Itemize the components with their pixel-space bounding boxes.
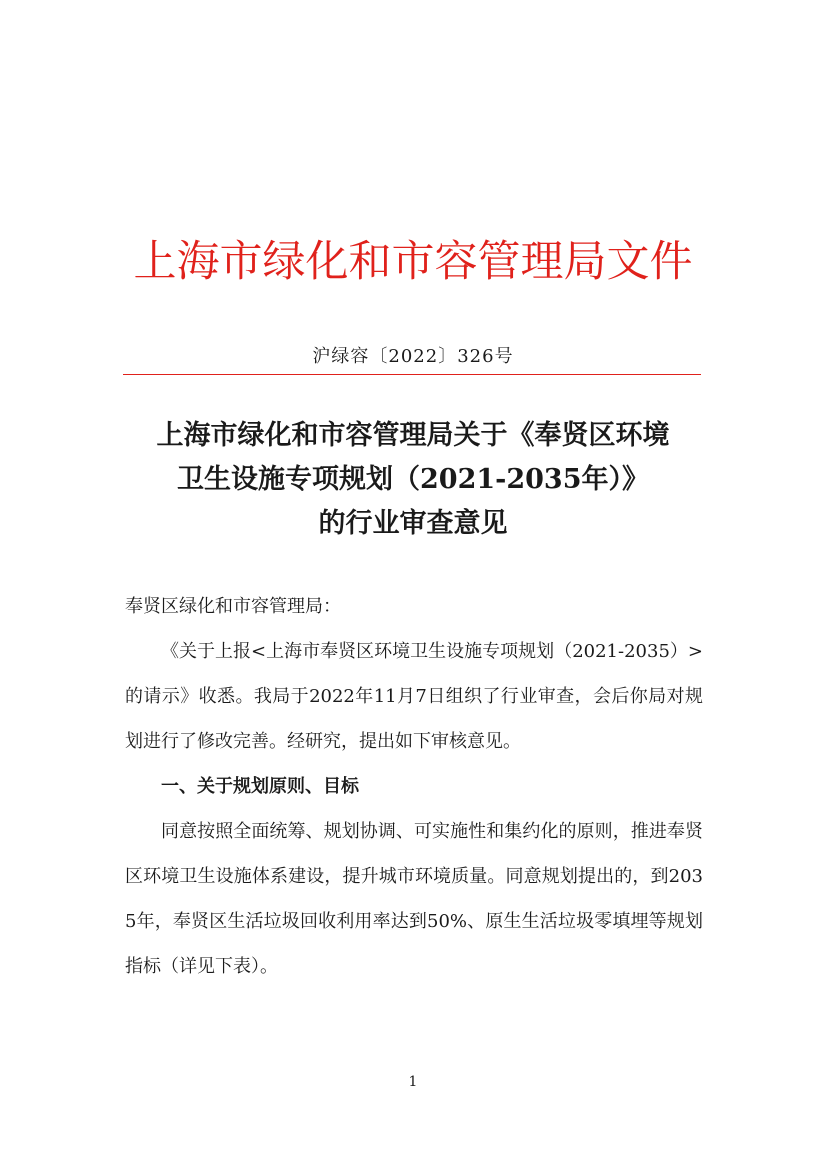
title-line-3: 的行业审查意见 [318,508,508,539]
body-paragraph-2: 同意按照全面统筹、规划协调、可实施性和集约化的原则，推进奉贤区环境卫生设施体系建设，提升城市环境质量。同意规划提出的，到2035年，奉贤区生活垃圾回收利用率达到50%、原生生活垃圾零填埋等规划指标（详见下表）。 [125,821,703,977]
section-heading-1: 一、关于规划原则、目标 [161,776,359,797]
issuer-heading: 上海市绿化和市容管理局文件 [133,237,693,287]
addressee: 奉贤区绿化和市容管理局： [125,596,341,617]
document-body [125,584,703,989]
page-number: 1 [408,1074,418,1090]
body-paragraph-1: 《关于上报<上海市奉贤区环境卫生设施专项规划（2021-2035）>的请示》收悉。我局于2022年11月7日组织了行业审查，会后你局对规划进行了修改完善。经研究，提出如下审核意见。 [125,641,703,752]
document-number: 沪绿容〔2022〕326号 [312,346,514,367]
document-title [100,414,726,546]
title-line-1: 上海市绿化和市容管理局关于《奉贤区环境 [156,420,670,451]
red-divider-line [123,374,701,375]
title-line-2: 卫生设施专项规划（2021-2035年）》 [177,464,649,495]
